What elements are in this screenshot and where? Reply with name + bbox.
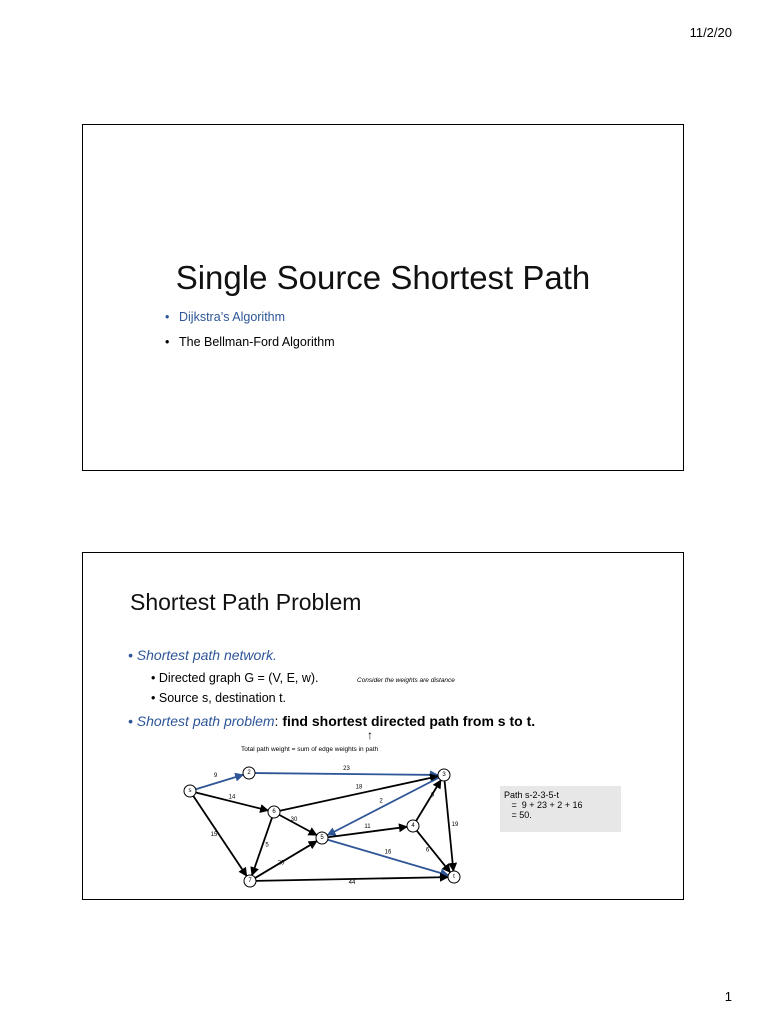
weights-note: Consider the weights are distance bbox=[357, 677, 455, 684]
graph-node-4 bbox=[407, 820, 419, 832]
bullet-shortest-path-network: • Shortest path network. bbox=[128, 647, 277, 663]
shortest-path-graph bbox=[183, 753, 493, 893]
bullet-dijkstra: • Dijkstra’s Algorithm bbox=[165, 310, 286, 324]
edge-weight-7-t: 44 bbox=[348, 880, 356, 886]
bullet-shortest-path-problem: • Shortest path problem: find shortest directed path from s to t. bbox=[128, 713, 536, 729]
slide-1-title: Single Source Shortest Path bbox=[175, 259, 591, 296]
edge-weight-2-3: 23 bbox=[343, 766, 350, 772]
graph-node-5 bbox=[316, 832, 328, 844]
slide-2-title: Shortest Path Problem bbox=[130, 589, 362, 615]
svg-text:s: s bbox=[188, 788, 192, 794]
up-arrow-icon: ↑ bbox=[367, 728, 373, 742]
svg-text:4: 4 bbox=[411, 823, 415, 829]
edge-5-t bbox=[328, 840, 448, 876]
edge-2-3 bbox=[255, 773, 438, 775]
path-calculation-box bbox=[500, 786, 621, 832]
bullet-source-destination: • Source s, destination t. bbox=[151, 691, 287, 705]
edge-weight-s-6: 14 bbox=[228, 794, 236, 801]
edge-6-3 bbox=[280, 776, 438, 810]
svg-text:5: 5 bbox=[320, 835, 324, 841]
graph-node-3 bbox=[438, 769, 450, 781]
edge-weight-s-2: 9 bbox=[213, 773, 218, 779]
graph-node-s bbox=[184, 785, 196, 797]
path-line-3: = 50. bbox=[504, 810, 532, 820]
graph-node-t bbox=[448, 871, 460, 883]
path-weight-caption: Total path weight = sum of edge weights in path bbox=[241, 746, 379, 753]
edge-weight-5-t: 16 bbox=[384, 849, 392, 856]
edge-weight-4-3: 6 bbox=[430, 792, 435, 799]
edge-weight-3-5: 2 bbox=[379, 798, 383, 805]
edge-weight-6-7: 5 bbox=[265, 842, 269, 849]
path-line-1: Path s-2-3-5-t bbox=[504, 790, 560, 800]
bullet-directed-graph: • Directed graph G = (V, E, w). bbox=[151, 671, 319, 685]
edge-6-7 bbox=[252, 818, 272, 876]
page-date: 11/2/20 bbox=[689, 25, 732, 40]
edge-4-t bbox=[417, 831, 450, 873]
edge-weight-5-4: 11 bbox=[364, 824, 371, 830]
edge-3-5 bbox=[327, 778, 438, 835]
svg-text:t: t bbox=[453, 874, 455, 880]
edge-6-5 bbox=[279, 815, 316, 835]
edge-weight-4-t: 6 bbox=[425, 847, 430, 854]
edge-s-7 bbox=[193, 796, 246, 876]
edge-weight-6-5: 30 bbox=[290, 817, 298, 823]
edge-weight-s-7: 15 bbox=[210, 832, 218, 838]
graph-node-2 bbox=[243, 767, 255, 779]
slide-2 bbox=[82, 552, 684, 900]
graph-node-7 bbox=[244, 875, 256, 887]
slide-1-bullets bbox=[165, 310, 335, 360]
slide-1 bbox=[82, 124, 684, 471]
edge-s-2 bbox=[196, 775, 244, 789]
svg-text:7: 7 bbox=[248, 878, 252, 884]
edge-4-3 bbox=[416, 780, 441, 821]
svg-text:6: 6 bbox=[272, 809, 276, 815]
edge-weight-6-3: 18 bbox=[355, 784, 363, 791]
path-line-2: = 9 + 23 + 2 + 16 bbox=[504, 800, 583, 810]
graph-node-6 bbox=[268, 806, 280, 818]
bullet-bellman-ford: • The Bellman-Ford Algorithm bbox=[165, 335, 335, 349]
svg-text:2: 2 bbox=[247, 770, 251, 776]
edge-weight-3-t: 19 bbox=[451, 822, 459, 828]
page-number: 1 bbox=[724, 989, 732, 1004]
svg-text:3: 3 bbox=[442, 772, 446, 778]
edge-weight-7-5: 20 bbox=[277, 860, 285, 867]
